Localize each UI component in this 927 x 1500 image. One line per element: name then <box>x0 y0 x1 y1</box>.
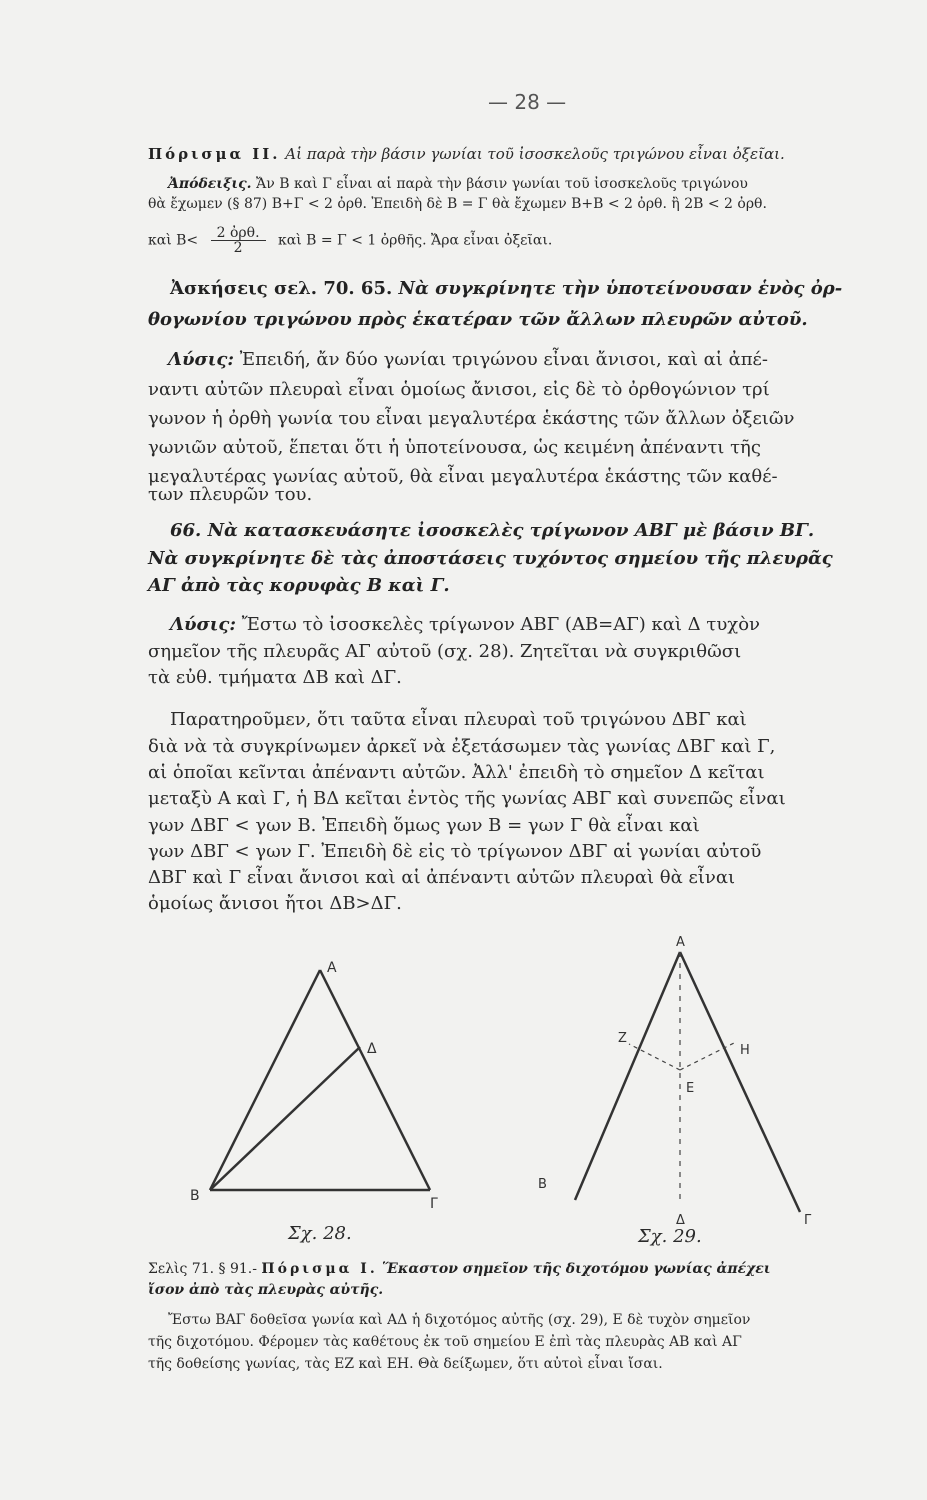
solution-66-label: Λύσις: <box>170 614 237 635</box>
solution-66-line-2: σημεῖον τῆς πλευρᾶς ΑΓ αὐτοῦ (σχ. 28). Ζητεῖται νὰ συγκριθῶσι <box>148 641 742 662</box>
solution-66-line-1 <box>170 616 760 634</box>
proof-text-1: Ἄν Β καὶ Γ εἶναι αἱ παρὰ τὴν βάσιν γωνίαι τοῦ ἰσοσκελοῦς τριγώνου <box>256 176 748 192</box>
label-a: Α <box>676 935 685 950</box>
observation-line-5: γων ΔΒΓ < γων Β. Ἐπειδὴ ὅμως γων Β = γων Γ θὰ εἶναι καὶ <box>148 815 700 836</box>
fraction <box>211 226 266 255</box>
exercise-66-line-3: ΑΓ ἀπὸ τὰς κορυφὰς Β καὶ Γ. <box>148 575 450 596</box>
observation-line-6: γων ΔΒΓ < γων Γ. Ἐπειδὴ δὲ εἰς τὸ τρίγωνον ΔΒΓ αἱ γωνίαι αὐτοῦ <box>148 841 762 862</box>
solution-65-line-5: μεγαλυτέρας γωνίας αὐτοῦ, θὰ εἶναι μεγαλυτέρα ἑκάστης τῶν καθέ- <box>148 466 778 487</box>
observation-line-1: Παρατηροῦμεν, ὅτι ταῦτα εἶναι πλευραὶ τοῦ τριγώνου ΔΒΓ καὶ <box>170 709 747 730</box>
observation-line-4: μεταξὺ Α καὶ Γ, ἡ ΒΔ κεῖται ἐντὸς τῆς γωνίας ΑΒΓ καὶ συνεπῶς εἶναι <box>148 788 786 809</box>
side-ag <box>680 952 800 1212</box>
proof-line-2: θὰ ἔχωμεν (§ 87) Β+Γ < 2 ὀρθ. Ἐπειδὴ δὲ Β = Γ θὰ ἔχωμεν Β+Β < 2 ὀρθ. ἢ 2Β < 2 ὀρθ. <box>148 196 767 212</box>
observation-line-8: ὁμοίως ἄνισοι ἤτοι ΔΒ>ΔΓ. <box>148 893 402 914</box>
bottom-line-4: τῆς διχοτόμου. Φέρομεν τὰς καθέτους ἐκ τοῦ σημείου Ε ἐπὶ τὰς πλευρὰς ΑΒ καὶ ΑΓ <box>148 1334 742 1350</box>
segment-bd <box>210 1047 360 1190</box>
figure-29-caption: Σχ. 29. <box>638 1226 702 1247</box>
label-d: Δ <box>367 1041 377 1057</box>
exercises-text-1: Νὰ συγκρίνητε τὴν ὑποτείνουσαν ἑνὸς ὀρ- <box>398 278 843 299</box>
figure-28-caption: Σχ. 28. <box>288 1223 352 1244</box>
side-ab <box>210 970 320 1190</box>
porisma-2-statement: Αἱ παρὰ τὴν βάσιν γωνίαι τοῦ ἰσοσκελοῦς τριγώνου εἶναι ὀξεῖαι. <box>285 145 785 163</box>
proof-line-1 <box>168 177 748 191</box>
figure-29 <box>520 930 830 1230</box>
fraction-numerator: 2 ὀρθ. <box>211 226 266 241</box>
side-ag <box>320 970 430 1190</box>
side-ab <box>575 952 680 1200</box>
proof-label: Ἀπόδειξις. <box>168 176 252 192</box>
exercise-66-line-1: 66. Νὰ κατασκευάσητε ἰσοσκελὲς τρίγωνον ΑΒΓ μὲ βάσιν ΒΓ. <box>170 520 815 541</box>
solution-65-line-1 <box>168 351 768 369</box>
label-g: Γ <box>804 1213 812 1228</box>
label-b: Β <box>538 1177 547 1192</box>
solution-66-line-3: τὰ εὐθ. τμήματα ΔΒ καὶ ΔΓ. <box>148 667 402 688</box>
proof-line-3 <box>148 226 552 255</box>
solution-65-line-3: γωνον ἡ ὀρθὴ γωνία του εἶναι μεγαλυτέρα ἑκάστης τῶν ἄλλων ὀξειῶν <box>148 408 795 429</box>
observation-line-2: διὰ νὰ τὰ συγκρίνωμεν ἀρκεῖ νὰ ἐξετάσωμεν τὰς γωνίας ΔΒΓ καὶ Γ, <box>148 736 776 757</box>
exercise-66-line-2: Νὰ συγκρίνητε δὲ τὰς ἀποστάσεις τυχόντος σημείου τῆς πλευρᾶς <box>148 548 833 569</box>
label-d: Δ <box>676 1213 685 1228</box>
bottom-line-3: Ἔστω ΒΑΓ δοθεῖσα γωνία καὶ ΑΔ ἡ διχοτόμος αὐτῆς (σχ. 29), Ε δὲ τυχὸν σημεῖον <box>168 1312 751 1328</box>
solution-65-line-4: γωνιῶν αὐτοῦ, ἕπεται ὅτι ἡ ὑποτείνουσα, ὡς κειμένη ἀπέναντι τῆς <box>148 437 761 458</box>
label-g: Γ <box>430 1196 438 1212</box>
solution-66-text-1: Ἔστω τὸ ἰσοσκελὲς τρίγωνον ΑΒΓ (ΑΒ=ΑΓ) καὶ Δ τυχὸν <box>241 614 760 635</box>
bottom-line-1-prefix: Σελὶς 71. § 91.- <box>148 1261 257 1277</box>
solution-65-text-1: Ἐπειδή, ἄν δύο γωνίαι τριγώνου εἶναι ἄνισοι, καὶ αἱ ἀπέ- <box>239 349 768 370</box>
proof-line-3-prefix: καὶ Β< <box>148 232 199 249</box>
observation-line-7: ΔΒΓ καὶ Γ εἶναι ἄνισοι καὶ αἱ ἀπέναντι αὐτῶν πλευραὶ θὰ εἶναι <box>148 867 736 888</box>
fraction-denominator: 2 <box>233 240 243 256</box>
label-z: Ζ <box>618 1031 627 1046</box>
exercises-line-1 <box>170 280 842 298</box>
bottom-line-5: τῆς δοθείσης γωνίας, τὰς ΕΖ καὶ ΕΗ. Θὰ δείξωμεν, ὅτι αὐτοὶ εἶναι ἴσαι. <box>148 1356 663 1372</box>
proof-line-3-suffix: καὶ Β = Γ < 1 ὀρθῆς. Ἄρα εἶναι ὀξεῖαι. <box>277 232 553 249</box>
bottom-line-1 <box>148 1262 771 1276</box>
page-number: — 28 — <box>488 90 567 114</box>
porisma-1-statement: Ἕκαστον σημεῖον τῆς διχοτόμου γωνίας ἀπέχει <box>382 1261 771 1277</box>
exercises-label: Ἀσκήσεις σελ. 70. 65. <box>170 278 393 299</box>
solution-65-line-6: των πλευρῶν του. <box>148 484 313 505</box>
porisma-2-heading: Πόρισμα II. <box>148 145 281 163</box>
solution-65-label: Λύσις: <box>168 349 235 370</box>
observation-line-3: αἱ ὁποῖαι κεῖνται ἀπέναντι αὐτῶν. Ἀλλ' ἐπειδὴ τὸ σημεῖον Δ κεῖται <box>148 762 765 783</box>
porisma-1-heading: Πόρισμα I. <box>261 1261 378 1277</box>
solution-65-line-2: ναντι αὐτῶν πλευραὶ εἶναι ὁμοίως ἄνισοι, εἰς δὲ τὸ ὀρθογώνιον τρί <box>148 379 770 400</box>
exercises-line-2: θογωνίου τριγώνου πρὸς ἑκατέραν τῶν ἄλλων πλευρῶν αὐτοῦ. <box>148 309 808 330</box>
label-a: Α <box>327 960 337 976</box>
label-h: Η <box>740 1043 750 1058</box>
label-b: Β <box>190 1188 200 1204</box>
label-e: Ε <box>686 1081 695 1096</box>
bottom-line-2: ἴσον ἀπὸ τὰς πλευρὰς αὐτῆς. <box>148 1282 384 1298</box>
porisma-2-line <box>148 147 785 162</box>
figure-28 <box>170 950 470 1250</box>
